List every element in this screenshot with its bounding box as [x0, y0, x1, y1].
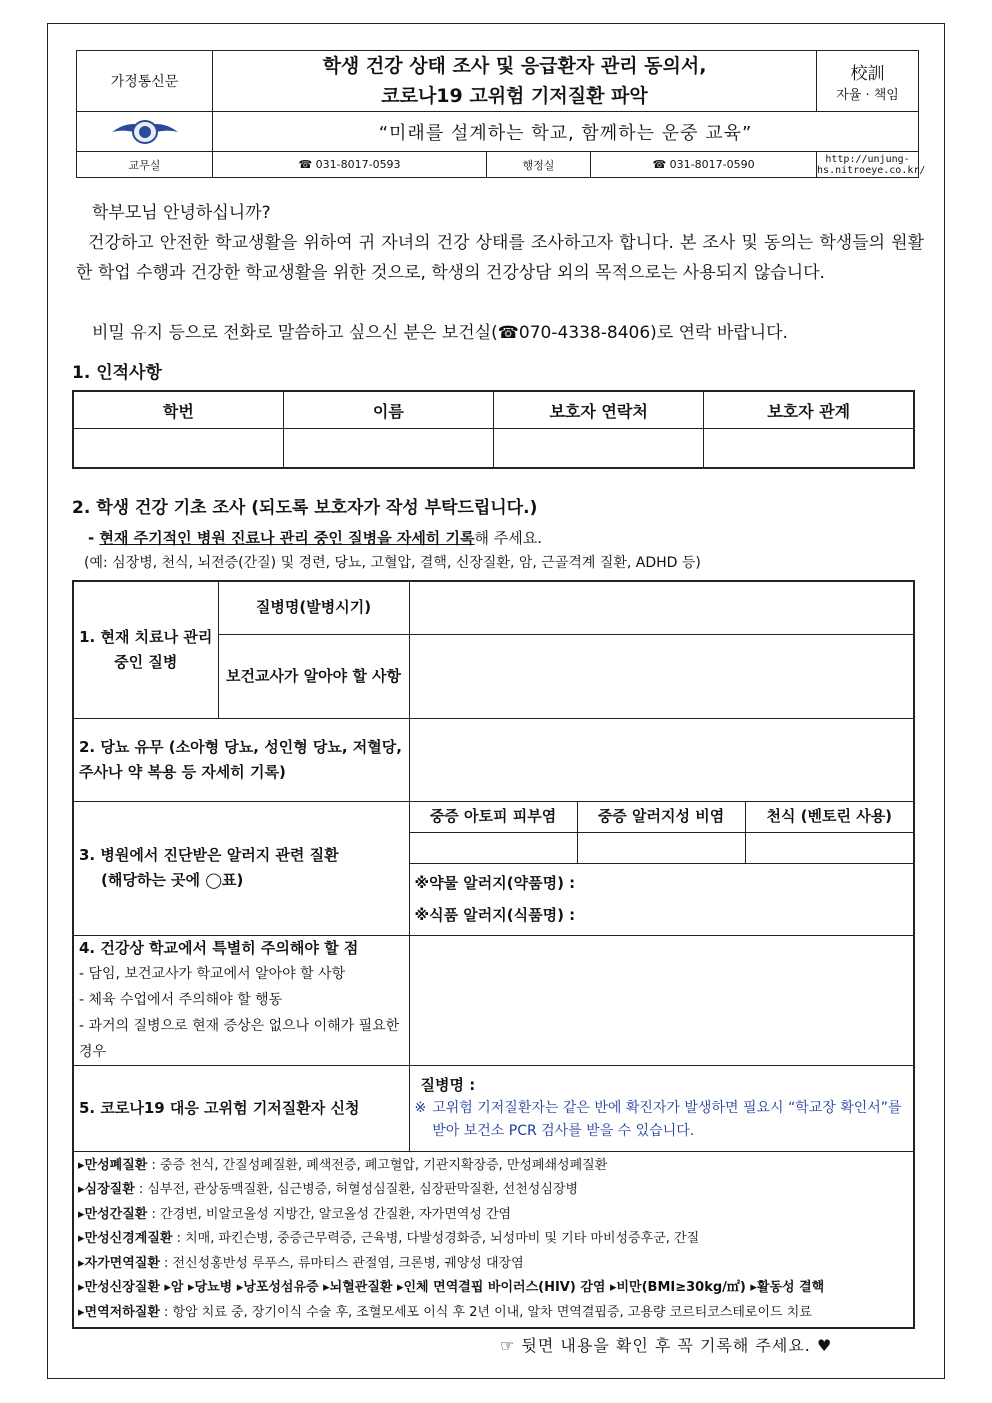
- q3-asthma-check[interactable]: [745, 832, 914, 863]
- q2-label: 2. 당뇨 유무 (소아형 당뇨, 성인형 당뇨, 저혈당, 주사나 약 복용 등 자세히 기록): [73, 718, 409, 801]
- section2-example: (예: 심장병, 천식, 뇌전증(간질) 및 경련, 당뇨, 고혈압, 결핵, 신장질환, 암, 근골격계 질환, ADHD 등): [84, 555, 701, 571]
- q1-label: 1. 현재 치료나 관리 중인 질병: [73, 581, 218, 718]
- col-student-id: 학번: [73, 391, 283, 429]
- letter-header: [76, 50, 926, 178]
- q3-allergy-fields[interactable]: [409, 863, 914, 935]
- admin-phone: ☎ 031-8017-0590: [591, 152, 817, 178]
- school-motto: 校訓 자율 · 책임: [817, 51, 919, 112]
- greeting: 학부모님 안녕하십니까?: [92, 203, 271, 223]
- q5-field[interactable]: 질병명 : ※ 고위험 기저질환자는 같은 반에 확진자가 발생하면 필요시 “학교장 확인서”를 받아 보건소 PCR 검사를 받을 수 있습니다.: [409, 1065, 914, 1151]
- q3-label: 3. 병원에서 진단받은 알러지 관련 질환 (해당하는 곳에 ◯표): [73, 801, 409, 935]
- intro-contact: 비밀 유지 등으로 전화로 말씀하고 싶으신 분은 보건실(☎070-4338-8406)로 연락 바랍니다.: [92, 323, 788, 343]
- disease-item: ▸자가면역질환 : 전신성홍반성 루푸스, 류마티스 관절염, 크론병, 궤양성 대장염: [78, 1255, 524, 1271]
- q4-label: 4. 건강상 학교에서 특별히 주의해야 할 점 - 담임, 보건교사가 학교에서 알아야 할 사항 - 체육 수업에서 주의해야 할 행동 - 과거의 질병으로 현재 증상은 없으나 이해가 필요한 경우: [73, 935, 409, 1065]
- col-guardian-relation: 보호자 관계: [704, 391, 914, 429]
- disease-list: [73, 1151, 914, 1328]
- guardian-relation-field[interactable]: [704, 429, 914, 469]
- col-guardian-phone: 보호자 연락처: [494, 391, 704, 429]
- q3-col-asthma: 천식 (벤토린 사용): [745, 801, 914, 832]
- doc-title: 학생 건강 상태 조사 및 응급환자 관리 동의서, 코로나19 고위험 기저질환 파악: [213, 51, 817, 112]
- admin-label: 행정실: [487, 152, 591, 178]
- footer-note: ☞ 뒷면 내용을 확인 후 꼭 기록해 주세요. ♥: [500, 1336, 833, 1355]
- q3-atopy-check[interactable]: [409, 832, 577, 863]
- q5-label: 5. 코로나19 대응 고위험 기저질환자 신청: [73, 1065, 409, 1151]
- q1-notes-label: 보건교사가 알아야 할 사항: [218, 634, 409, 718]
- office-phone: ☎ 031-8017-0593: [213, 152, 487, 178]
- section2-heading: 2. 학생 건강 기초 조사 (되도록 보호자가 작성 부탁드립니다.): [72, 498, 538, 518]
- guardian-phone-field[interactable]: [494, 429, 704, 469]
- disease-item: ▸만성폐질환 : 중증 천식, 간질성폐질환, 폐색전증, 폐고혈압, 기관지확장증, 만성폐쇄성폐질환: [78, 1157, 608, 1173]
- q3-col-rhinitis: 중증 알러지성 비염: [577, 801, 745, 832]
- school-slogan: “미래를 설계하는 학교, 함께하는 운중 교육”: [213, 112, 919, 152]
- disease-item: ▸면역저하질환 : 항암 치료 중, 장기이식 수술 후, 조혈모세포 이식 후 2년 이내, 알차 면역결핍증, 고용량 코르티코스테로이드 치료: [78, 1304, 812, 1320]
- q1-disease-name-label: 질병명(발병시기): [218, 581, 409, 634]
- doc-type: 가정통신문: [77, 51, 213, 112]
- disease-item: ▸만성신장질환 ▸암 ▸당뇨병 ▸낭포성섬유증 ▸뇌혈관질환 ▸인체 면역결핍 바이러스(HIV) 감염 ▸비만(BMI≥30kg/㎡) ▸활동성 결핵: [78, 1280, 825, 1295]
- food-allergy-label: ※식품 알러지(식품명) :: [414, 906, 576, 924]
- col-name: 이름: [283, 391, 493, 429]
- intro-body: 건강하고 안전한 학교생활을 위하여 귀 자녀의 건강 상태를 조사하고자 합니다. 본 조사 및 동의는 학생들의 원활한 학업 수행과 건강한 학교생활을 위한 것으로, 학생의 건강상담 외의 목적으로는 사용되지 않습니다.: [76, 233, 924, 283]
- q4-field[interactable]: [409, 935, 914, 1065]
- disease-item: ▸심장질환 : 심부전, 관상동맥질환, 심근병증, 허혈성심질환, 심장판막질환, 선천성심장병: [78, 1182, 579, 1197]
- q5-note: 고위험 기저질환자는 같은 반에 확진자가 발생하면 필요시 “학교장 확인서”를 받아 보건소 PCR 검사를 받을 수 있습니다.: [432, 1099, 902, 1139]
- school-emblem-icon: [110, 118, 180, 146]
- drug-allergy-label: ※약물 알러지(약품명) :: [414, 874, 576, 892]
- section1-heading: 1. 인적사항: [72, 363, 162, 383]
- disease-item: ▸만성간질환 : 간경변, 비알코올성 지방간, 알코올성 간질환, 자가면역성 간염: [78, 1206, 512, 1222]
- student-id-field[interactable]: [73, 429, 283, 469]
- health-survey-table: [72, 580, 915, 1329]
- q3-rhinitis-check[interactable]: [577, 832, 745, 863]
- disease-item: ▸만성신경계질환 : 치매, 파킨슨병, 중증근무력증, 근육병, 다발성경화증, 뇌성마비 및 기타 마비성증후군, 간질: [78, 1231, 700, 1246]
- personal-info-table: [72, 390, 915, 469]
- section2-instruction: - 현재 주기적인 병원 진료나 관리 중인 질병을 자세히 기록해 주세요.: [88, 529, 543, 547]
- office-label: 교무실: [77, 152, 213, 178]
- school-logo: [77, 112, 213, 152]
- name-field[interactable]: [283, 429, 493, 469]
- q1-notes-field[interactable]: [409, 634, 914, 718]
- q1-disease-name-field[interactable]: [409, 581, 914, 634]
- school-url[interactable]: http://unjung-hs.nitroeye.co.kr/: [817, 153, 926, 176]
- q3-col-atopy: 중증 아토피 피부염: [409, 801, 577, 832]
- q2-field[interactable]: [409, 718, 914, 801]
